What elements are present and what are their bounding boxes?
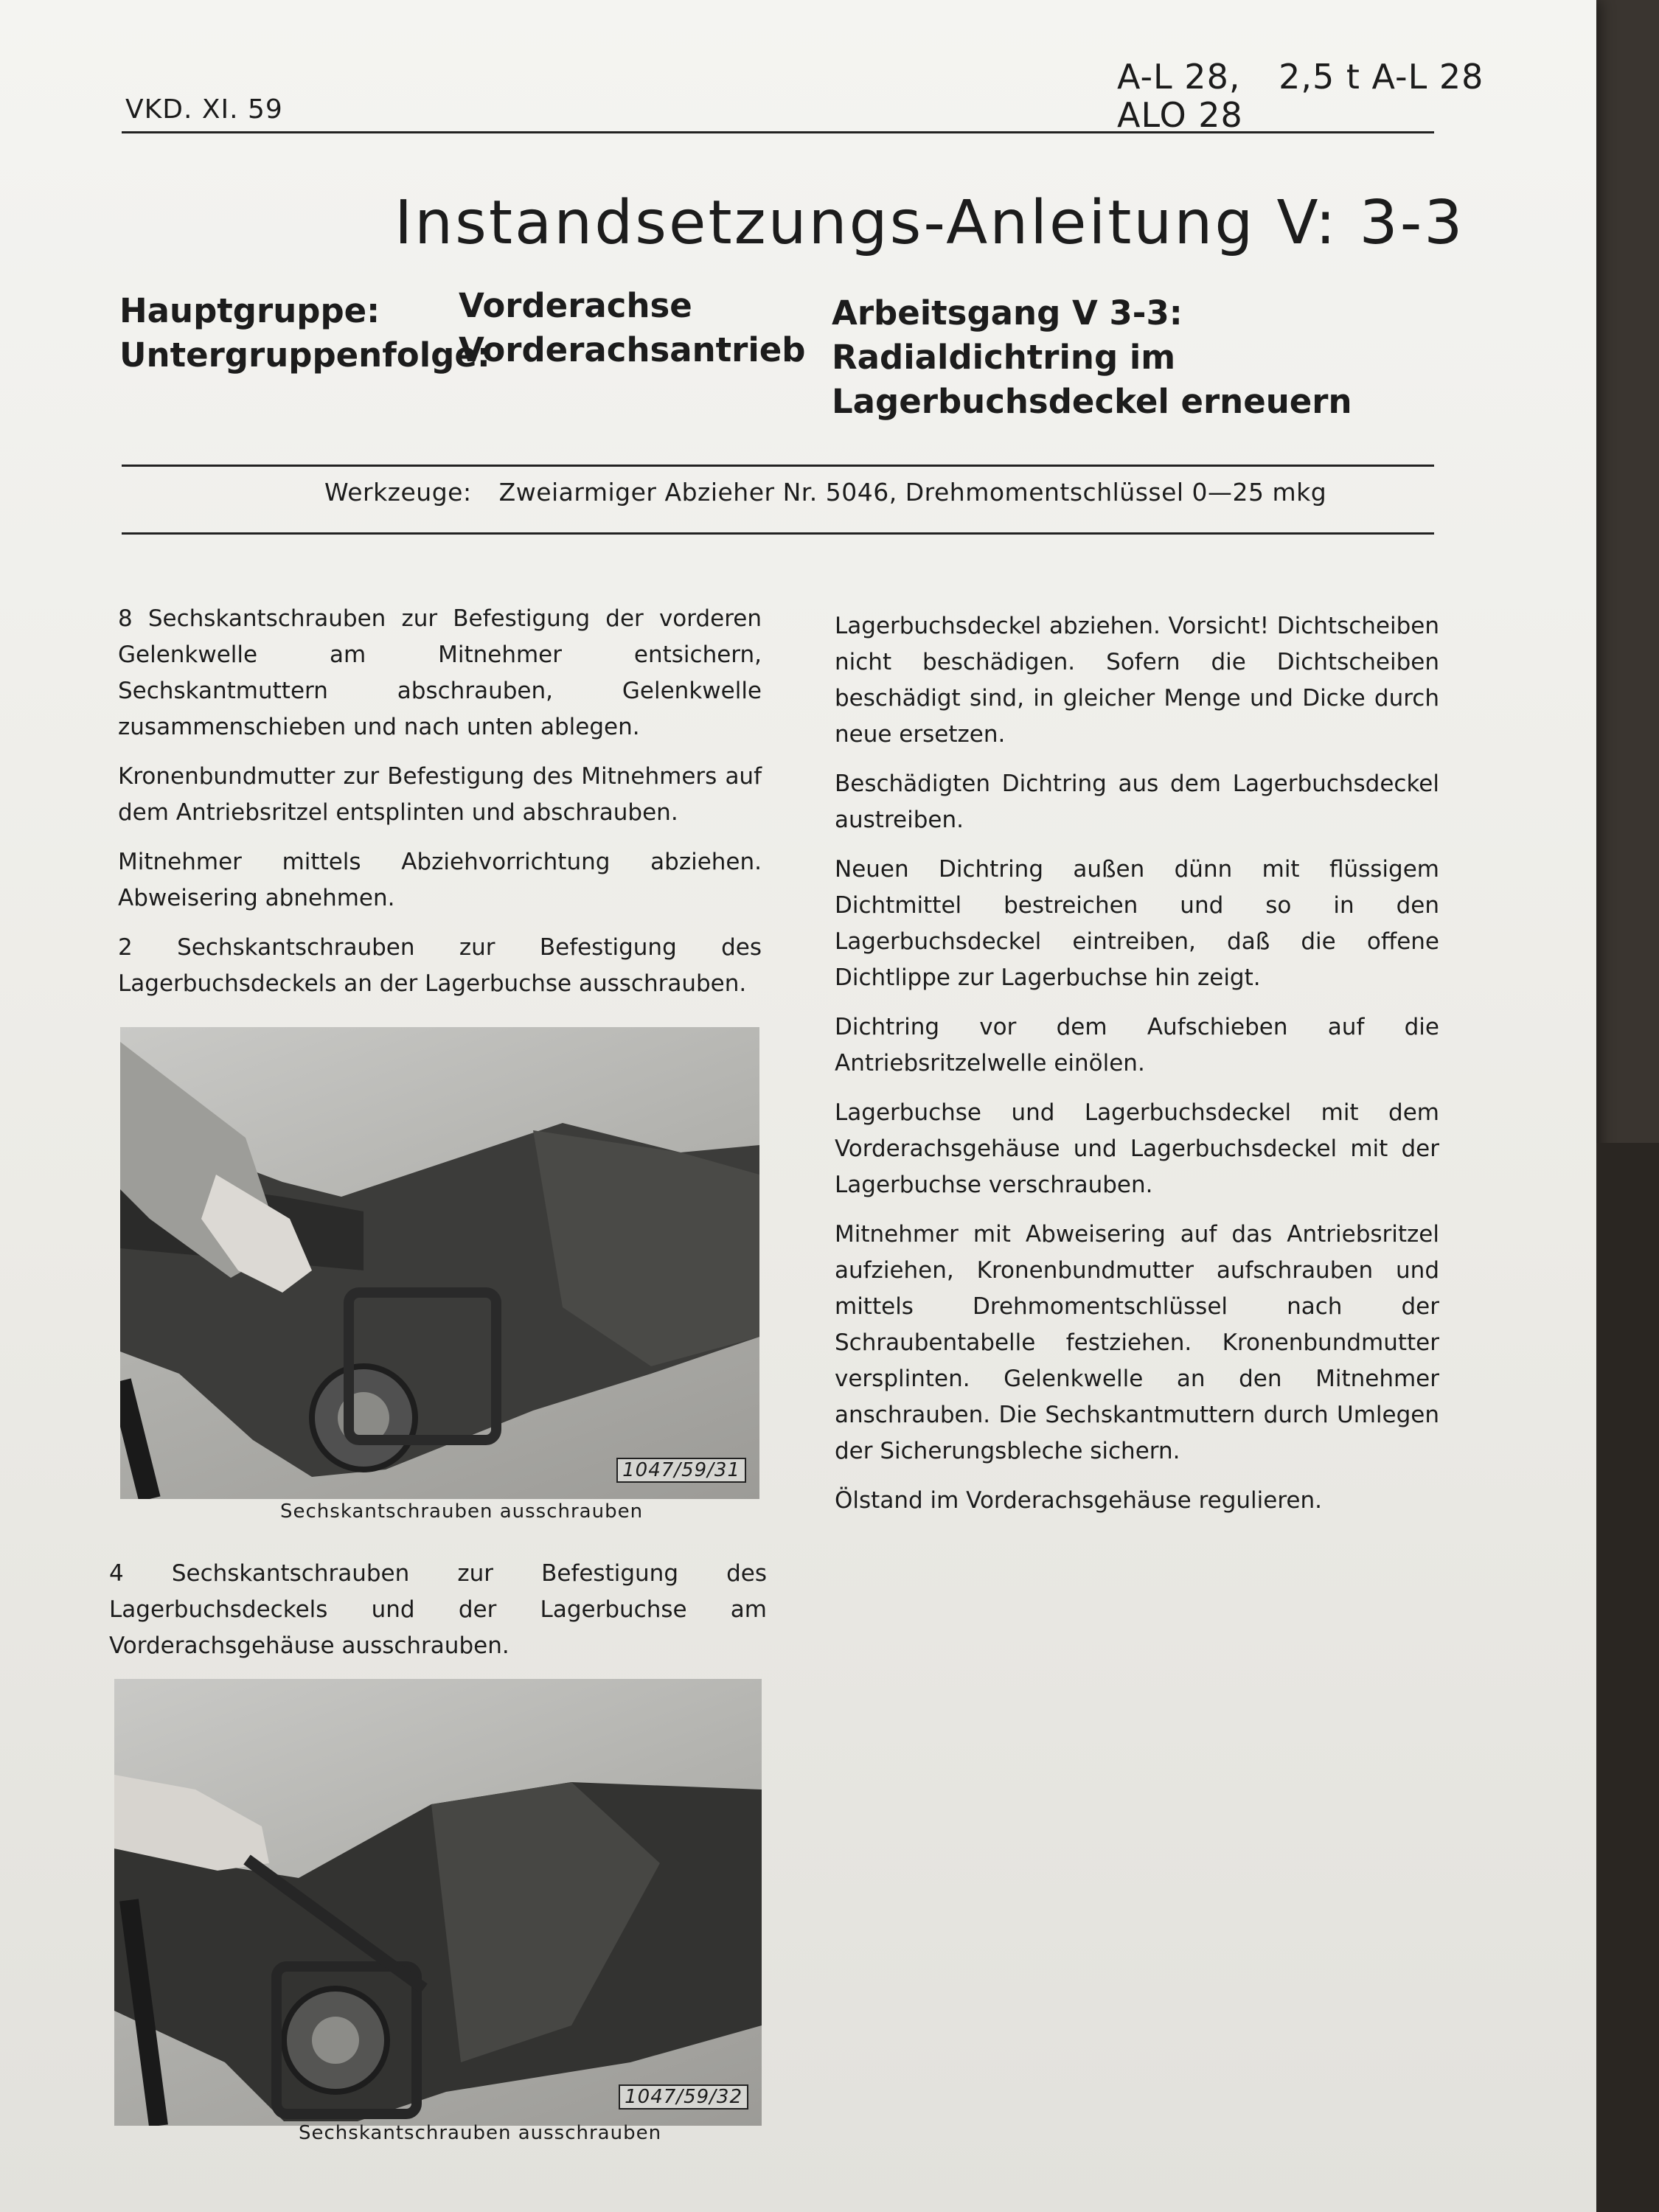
model-line2: ALO 28 bbox=[1117, 95, 1243, 135]
paragraph: Beschädigten Dichtring aus dem Lagerbuchsdeckel austreiben. bbox=[835, 771, 1439, 833]
doc-reference: VKD. XI. 59 bbox=[125, 94, 283, 125]
model-line1-a: A-L 28, bbox=[1117, 57, 1241, 97]
meta-values bbox=[459, 284, 806, 372]
paragraph: Dichtring vor dem Aufschieben auf die Antriebsritzelwelle einölen. bbox=[835, 1014, 1439, 1077]
paragraph: Lagerbuchsdeckel abziehen. Vorsicht! Dichtscheiben nicht beschädigen. Sofern die Dichtscheiben beschädigt sind, in gleicher Menge und Dicke durch neue ersetzen. bbox=[835, 613, 1439, 748]
model-line1-b: 2,5 t A-L 28 bbox=[1279, 57, 1484, 97]
main-group-label: Hauptgruppe: bbox=[119, 291, 380, 330]
subgroup-label: Untergruppenfolge: bbox=[119, 335, 490, 375]
figure-caption: Sechskantschrauben ausschrauben bbox=[299, 2122, 662, 2144]
meta-labels bbox=[119, 289, 490, 378]
paragraph: Mitnehmer mit Abweisering auf das Antriebsritzel aufziehen, Kronenbundmutter aufschrauben und mittels Drehmomentschlüssel nach der Schraubentabelle festziehen. Kronenbundmutter versplinten. Gelenkwelle an den Mitnehmer anschrauben. Die Sechskantmuttern durch Umlegen der Sicherungsbleche sichern. bbox=[835, 1221, 1439, 1464]
axle-illustration-1 bbox=[120, 1027, 759, 1499]
paragraph: 2 Sechskantschrauben zur Befestigung des Lagerbuchsdeckels an der Lagerbuchse ausschrauben. bbox=[118, 934, 762, 997]
axle-illustration-2 bbox=[114, 1679, 762, 2126]
tools-rule-top bbox=[122, 465, 1434, 467]
step-heading: Arbeitsgang V 3-3: bbox=[832, 293, 1183, 333]
background-edge bbox=[1596, 1143, 1659, 2212]
figure-caption: Sechskantschrauben ausschrauben bbox=[280, 1500, 644, 1523]
tools-label: Werkzeuge: bbox=[324, 478, 472, 507]
tools-items: Zweiarmiger Abzieher Nr. 5046, Drehmomentschlüssel 0—25 mkg bbox=[498, 478, 1327, 507]
left-column-text-2 bbox=[109, 1556, 767, 1677]
main-group-value: Vorderachse bbox=[459, 286, 692, 325]
tools-rule-bottom bbox=[122, 532, 1434, 535]
right-column-text bbox=[835, 608, 1439, 1532]
figure-number: 1047/59/31 bbox=[616, 1458, 746, 1483]
paragraph: Neuen Dichtring außen dünn mit flüssigem Dichtmittel bestreichen und so in den Lagerbuchsdeckel eintreiben, daß die offene Dichtlippe zur Lagerbuchse hin zeigt. bbox=[835, 856, 1439, 991]
page-title: Instandsetzungs-Anleitung V: 3-3 bbox=[394, 188, 1465, 258]
figure-photo-1 bbox=[120, 1027, 759, 1499]
model-designation bbox=[1117, 58, 1484, 134]
paragraph: Ölstand im Vorderachsgehäuse regulieren. bbox=[835, 1487, 1322, 1514]
tools-line bbox=[324, 478, 1326, 507]
paragraph: Mitnehmer mittels Abziehvorrichtung abziehen. Abweisering abnehmen. bbox=[118, 849, 762, 911]
paragraph: Lagerbuchse und Lagerbuchsdeckel mit dem Vorderachsgehäuse und Lagerbuchsdeckel mit der Lagerbuchse verschrauben. bbox=[835, 1099, 1439, 1198]
paragraph: Kronenbundmutter zur Befestigung des Mitnehmers auf dem Antriebsritzel entsplinten und abschrauben. bbox=[118, 763, 762, 826]
paragraph: 4 Sechskantschrauben zur Befestigung des Lagerbuchsdeckels und der Lagerbuchse am Vorderachsgehäuse ausschrauben. bbox=[109, 1560, 767, 1659]
figure-number: 1047/59/32 bbox=[619, 2084, 748, 2110]
figure-photo-2 bbox=[114, 1679, 762, 2126]
header-rule bbox=[122, 131, 1434, 133]
paragraph: 8 Sechskantschrauben zur Befestigung der vorderen Gelenkwelle am Mitnehmer entsichern, Sechskantmuttern abschrauben, Gelenkwelle zusammenschieben und nach unten ablegen. bbox=[118, 605, 762, 740]
subgroup-value: Vorderachsantrieb bbox=[459, 330, 806, 369]
step-title: Radialdichtring im Lagerbuchsdeckel erneuern bbox=[832, 338, 1352, 421]
left-column-text bbox=[118, 601, 762, 1015]
